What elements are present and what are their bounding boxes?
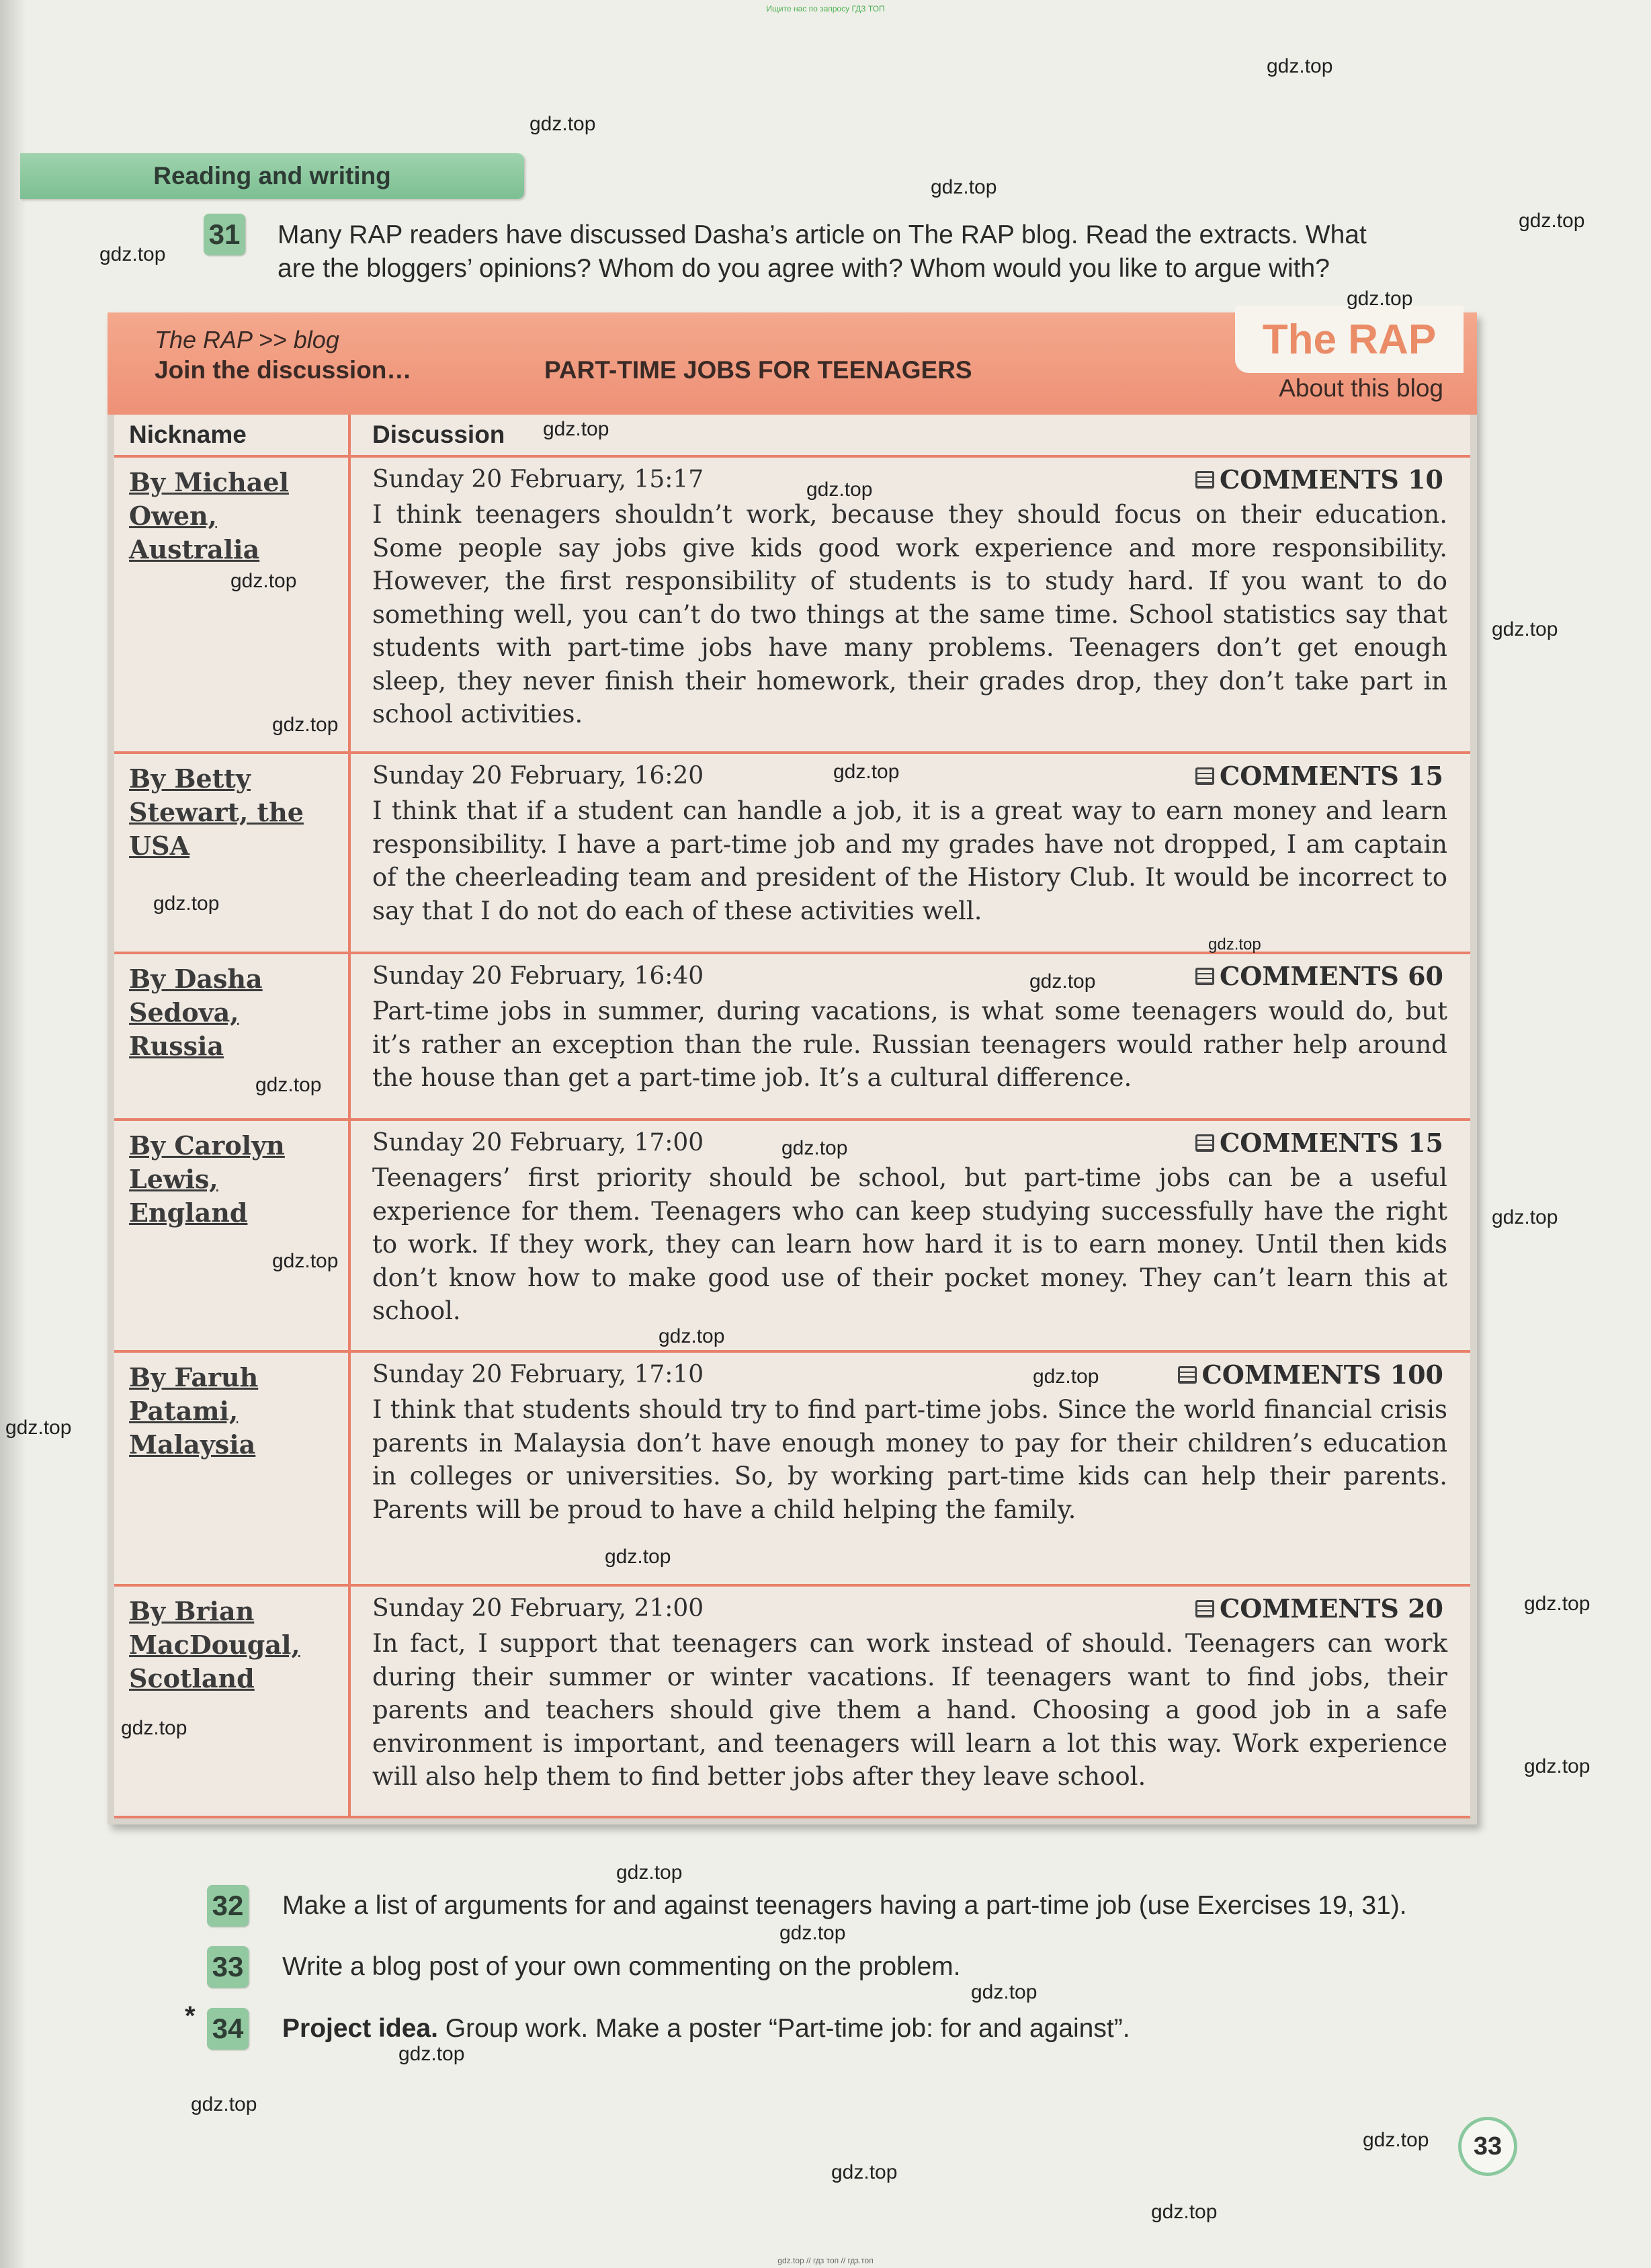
page-number: 33 [1458,2117,1517,2176]
about-blog-link[interactable]: About this blog [1279,374,1443,402]
watermark: gdz.top [5,1417,72,1439]
watermark: gdz.top [831,2161,898,2183]
footer-watermark: gdz.top // гдз топ // гдз.топ [777,2256,874,2265]
comment-icon [1195,767,1214,785]
exercise-32-number: 32 [207,1885,249,1927]
watermark: gdz.top [605,1546,671,1568]
exercise-34-text: Project idea. Group work. Make a poster “Part-time job: for and against”. [282,2014,1130,2043]
watermark: gdz.top [1029,970,1096,993]
comments-link[interactable]: COMMENTS 15 [1195,1128,1443,1158]
comment-icon [1178,1366,1197,1384]
exercise-34-number: 34 [207,2008,249,2050]
post-timestamp: Sunday 20 February, 16:40 [372,962,704,990]
post-body: Part-time jobs in summer, during vacations, is what some teenagers would do, but it’s rather an exception than the rule. Russian teenagers would rather help around the house than get a part-time job. It’s a cultural difference. [372,997,1447,1092]
post-timestamp: Sunday 20 February, 17:10 [372,1361,704,1388]
comments-link[interactable]: COMMENTS 15 [1195,761,1443,791]
join-discussion-label: Join the discussion… [155,356,412,384]
table-row [114,1587,1470,1818]
watermark: gdz.top [1524,1593,1591,1615]
table-row [114,455,1470,754]
column-header-nickname: Nickname [114,415,351,455]
exercise-33-number: 33 [207,1946,249,1988]
post-timestamp: Sunday 20 February, 21:00 [372,1595,704,1622]
exercise-32-text: Make a list of arguments for and against teenagers having a part-time job (use Exercises 19, 31). [282,1891,1407,1920]
watermark: gdz.top [781,1137,848,1159]
watermark: gdz.top [931,176,997,198]
comments-link[interactable]: COMMENTS 100 [1178,1359,1443,1390]
table-row [114,1353,1470,1587]
watermark: gdz.top [1519,210,1585,232]
comments-link[interactable]: COMMENTS 60 [1195,961,1443,991]
watermark: gdz.top [153,892,220,915]
watermark: gdz.top [230,570,297,592]
optional-star-marker: * [185,2001,196,2031]
watermark: gdz.top [1524,1755,1591,1777]
watermark: gdz.top [99,243,166,265]
post-timestamp: Sunday 20 February, 16:20 [372,762,704,790]
blog-panel [108,312,1477,1824]
post-body: I think teenagers shouldn’t work, because they should focus on their education. Some people say jobs give kids good work experience and more responsibility. However, the first responsibility of students is to study hard. If you want to do something well, you can’t do two things at the same time. School statistics say that students with part-time jobs have many problems. Teenagers don’t get enough sleep, they never finish their homework, their grades drop, they don’t take part in school activities. [372,500,1447,728]
watermark: gdz.top [833,761,900,783]
watermark: gdz.top [255,1074,322,1096]
comment-icon [1195,1600,1214,1618]
table-row [114,754,1470,954]
post-author[interactable]: By Betty Stewart, the USA [129,763,304,861]
post-author[interactable]: By Dasha Sedova, Russia [129,964,263,1061]
post-author[interactable]: By Brian MacDougal, Scotland [129,1596,300,1693]
comment-icon [1195,968,1214,985]
project-idea-label: Project idea. [282,2014,438,2043]
watermark: gdz.top [543,418,609,440]
comments-link[interactable]: COMMENTS 10 [1195,464,1443,495]
exercise-33-text: Write a blog post of your own commenting on the problem. [282,1952,961,1981]
watermark: gdz.top [1267,55,1333,77]
post-body: I think that if a student can handle a job, it is a great way to earn money and learn responsibility. I have a part-time job and my grades have not dropped, I am captain of the cheerleading team and president of the History Club. It would be incorrect to say that I do not do each of these activities well. [372,796,1447,925]
blog-header [108,312,1477,415]
exercise-31-text-line1: Many RAP readers have discussed Dasha’s article on The RAP blog. Read the extracts. What [278,220,1367,249]
post-author[interactable]: By Michael Owen, Australia [129,467,289,564]
watermark: gdz.top [1033,1366,1099,1388]
post-timestamp: Sunday 20 February, 17:00 [372,1129,704,1157]
watermark: gdz.top [121,1717,187,1739]
exercise-31-text-line2: are the bloggers’ opinions? Whom do you agree with? Whom would you like to argue with? [278,254,1330,283]
post-body: In fact, I support that teenagers can work instead of should. Teenagers can work during their summer or winter vacations. If teenagers want to find jobs, their parents and teachers should give them a hand. Choosing a good job in a safe environment is important, and teenagers will learn a lot this way. Work experience will also help them to find better jobs after they leave school. [372,1629,1447,1791]
watermark: gdz.top [779,1922,846,1944]
blog-breadcrumb[interactable]: The RAP >> blog [155,326,339,353]
watermark: gdz.top [1492,618,1558,640]
rap-logo: The RAP [1235,306,1464,373]
comment-icon [1195,471,1214,489]
watermark: gdz.top [191,2093,257,2115]
post-timestamp: Sunday 20 February, 15:17 [372,466,704,493]
exercise-31-number: 31 [204,214,245,255]
watermark: gdz.top [659,1325,725,1347]
watermark: gdz.top [1363,2129,1429,2151]
post-author[interactable]: By Faruh Patami, Malaysia [129,1362,259,1460]
page-spine-shadow [0,0,27,2268]
watermark: gdz.top [398,2043,465,2065]
watermark: gdz.top [1492,1206,1558,1228]
blog-topic-title: PART-TIME JOBS FOR TEENAGERS [544,356,972,384]
post-body: I think that students should try to find part-time jobs. Since the world financial crisis parents in Malaysia don’t have enough money to pay for their children’s education in colleges or universities. So, by working part-time kids can help their parents. Parents will be proud to have a child helping the family. [372,1395,1447,1524]
comments-link[interactable]: COMMENTS 20 [1195,1593,1443,1624]
post-body: Teenagers’ first priority should be school, but part-time jobs can be a useful experience for them. Teenagers who can keep studying successfully have the right to work. If they work, they can learn how hard it is to earn money. Until then kids don’t know how to make good use of their pocket money. They can’t learn this at school. [372,1163,1447,1325]
watermark: gdz.top [1151,2201,1218,2223]
top-banner: Ищите нас по запросу ГДЗ ТОП [766,4,885,13]
column-header-discussion: Discussion [351,415,1470,455]
comment-icon [1195,1134,1214,1152]
watermark: gdz.top [530,113,596,135]
post-author[interactable]: By Carolyn Lewis, England [129,1130,285,1228]
watermark: gdz.top [1208,935,1261,954]
watermark: gdz.top [1347,288,1413,310]
watermark: gdz.top [971,1981,1038,2003]
watermark: gdz.top [272,714,339,736]
watermark: gdz.top [616,1861,683,1884]
section-heading: Reading and writing [20,153,524,199]
watermark: gdz.top [272,1250,339,1272]
watermark: gdz.top [806,478,873,501]
